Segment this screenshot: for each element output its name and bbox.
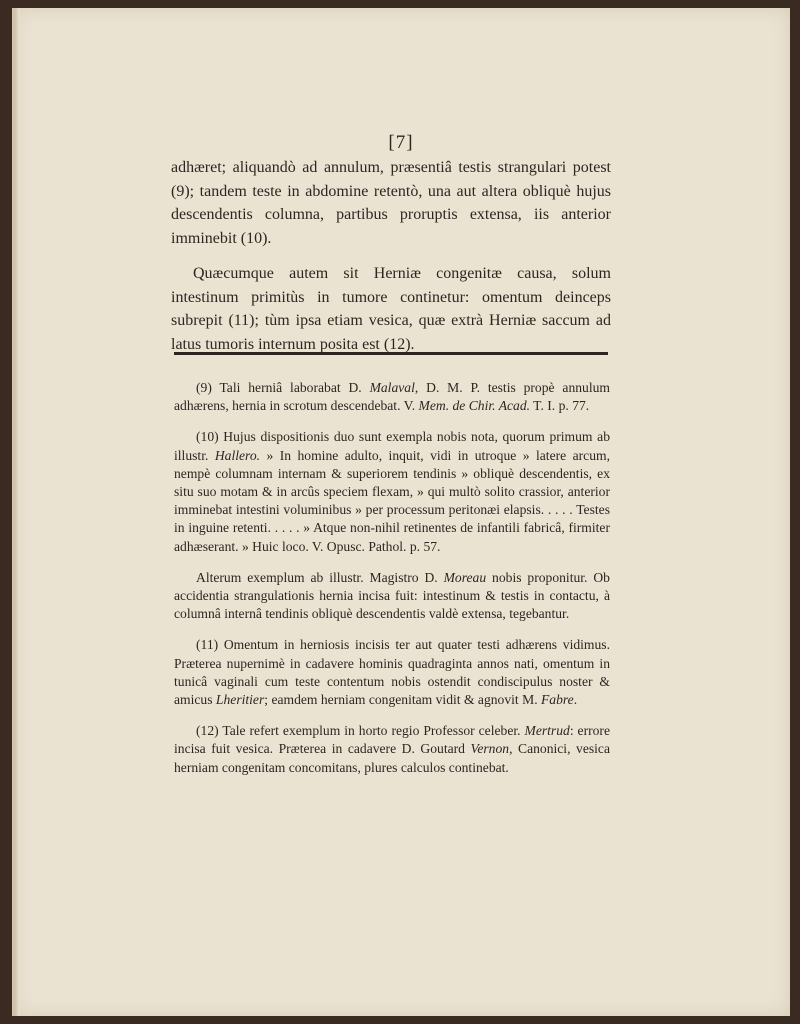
footnote-10 [174,428,610,555]
footnote-12-name-2: Vernon [470,741,510,757]
footnote-10-text-a: (10) Hujus dispositionis duo sunt exempla nobis nota, quorum primum ab illustr. [174,429,610,463]
book-page [12,8,790,1016]
footnote-12-text-a: (12) Tale refert exemplum in horto regio Professor celeber. [196,723,521,739]
footnote-9 [174,379,610,415]
footnote-12-text-b: : errore incisa fuit vesica. Præterea in cadavere D. Goutard [174,723,610,757]
footnote-11 [174,636,610,709]
page-number: [7] [388,132,414,153]
footnote-11-name-2: Fabre [541,692,574,708]
footnote-9-name: Malaval [369,380,415,395]
footnote-11-name: Lheritier [215,692,265,708]
footnote-9-text-b: , D. M. P. testis propè annulum adhærens, hernia in scrotum descendebat. V. [174,380,610,414]
main-paragraph-1: adhæret; aliquandò ad annulum, præsentiâ testis strangulari potest (9); tandem teste in abdomine retentò, una aut altera obliquè hujus descendentis columna, partibus proruptis extensa, iis anterior imminebit (10). [171,159,611,247]
footnote-10-alt-text-b: nobis proponitur. Ob accidentia strangulationis hernia incisa fuit: intestinum & testis in contactu, à columnâ internâ tendinis obliquè descendentis valdè extensa, tegebantur. [174,569,610,622]
footnote-11-text-b: ; eamdem herniam congenitam vidit & agnovit M. [264,692,538,708]
footnote-9-text-c: T. I. p. 77. [530,398,590,414]
main-text [171,156,611,368]
footnote-10-text-b: » In homine adulto, inquit, vidi in utroque » latere arcum, nempè columnam internam & superiorem tendinis » obliquè descendentis, ex situ suo motam & in arcûs speciem flexam, » qui multò solito crassior, anterior imminebat intestini voluminibus » per processum peritonæi elapsis. . . . . Testes in inguine retenti. . . . . » Atque non-nihil retinentes de infantili fabricâ, firmiter adhæserant. » Huic loco. V. Opusc. Pathol. p. 57. [174,447,610,554]
page-gutter [14,8,20,1016]
footnotes [174,379,610,790]
footnote-10-alt-text-a: Alterum exemplum ab illustr. Magistro D. [196,569,438,585]
main-paragraph-2: Quæcumque autem sit Herniæ congenitæ causa, solum intestinum primitùs in tumore continetur: omentum deinceps subrepit (11); tùm ipsa etiam vesica, quæ extrà Herniæ saccum ad latus tumoris internum posita est (12). [171,265,611,353]
footnote-9-reference: Mem. de Chir. Acad. [418,398,531,414]
footnote-10-alt-name: Moreau [443,569,487,585]
footnote-12-name: Mertrud [524,723,570,739]
footnote-12-text-c: , Canonici, vesica herniam congenitam concomitans, plures calculos continebat. [174,741,611,775]
footnote-11-text-a: (11) Omentum in herniosis incisis ter aut quater testi adhærens vidimus. Præterea nupernimè in cadavere hominis quadraginta annos nati, omentum in tunicâ vaginali cum teste contentum nobis ostendit condiscipulus noster & amicus [174,637,610,708]
footnote-11-text-c: . [573,692,578,708]
footnote-10-continued [174,569,610,624]
footnote-12 [174,722,610,777]
footnote-9-text-a: (9) Tali herniâ laborabat D. [196,380,362,395]
footnote-divider [174,352,608,355]
footnote-10-name: Hallero. [214,447,261,463]
